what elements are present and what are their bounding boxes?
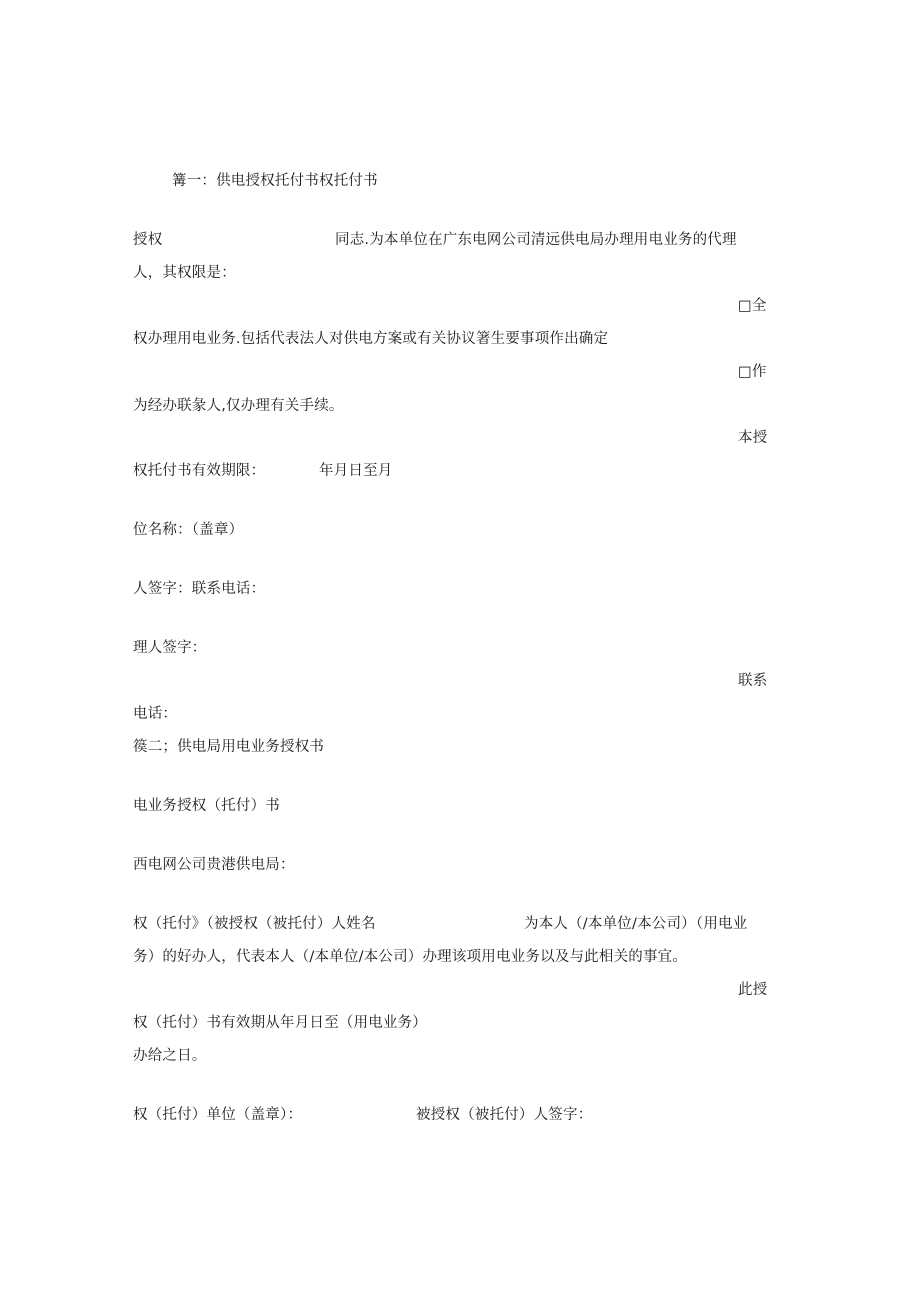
validity2-head: 此授 (738, 982, 768, 998)
validity2-text: 权（托付）书有效期从年月日至（用电业务） (133, 1015, 427, 1031)
unit-name-stamp: 位名称：（盖章） (133, 522, 244, 538)
authorizer-scope: 务）的好办人，代表本人（/本单位/本公司）办理该项用电业务以及与此相关的事宜。 (133, 949, 688, 965)
authorizer-line-cont: 为本人（/本单位/本公司）（用电业 (524, 916, 748, 932)
authorize-text-cont: 人，其权限是： (133, 265, 236, 281)
option-contact-text: 为经办联彖人,仅办理有关手续。 (133, 398, 344, 414)
authorizer-stamp: 权（托付）单位（盖章）： (133, 1107, 303, 1123)
section-title-2: 篌二；供电局用电业务授权书 (133, 739, 325, 755)
agent-signature: 理人签字： (133, 640, 207, 656)
document-subtitle: 电业务授权（托付）书 (133, 798, 280, 814)
authorize-label: 授权 (133, 232, 163, 248)
section-title-1: 篝一：供电授权托付书权托付书 (172, 173, 378, 189)
addressee: 西电网公司贵港供电局： (133, 857, 295, 873)
contact-head: 联系 (738, 673, 768, 689)
validity2-end: 办给之日。 (133, 1048, 207, 1064)
authorized-signature: 被授权（被托付）人签字： (416, 1107, 593, 1123)
option-contact-checkbox: □作 (738, 364, 767, 380)
contact-phone: 电话： (133, 706, 178, 722)
validity-head: 本授 (738, 430, 768, 446)
option-full-text: 权办理用电业务.包括代表法人对供电方案或有关协议箸生要事项作出确定 (133, 331, 609, 347)
validity-dates: 年月日至月 (319, 463, 393, 479)
option-full-checkbox: □全 (738, 298, 767, 314)
validity-label: 权托付书有效期限： (133, 463, 266, 479)
authorize-text: 同志.为本单位在广东电网公司清远供电局办理用电业务的代理 (335, 232, 737, 248)
authorizer-line: 权（托付》（被授权（被托付）人姓名 (133, 916, 376, 932)
signature-phone: 人签字：联系电话： (133, 581, 266, 597)
